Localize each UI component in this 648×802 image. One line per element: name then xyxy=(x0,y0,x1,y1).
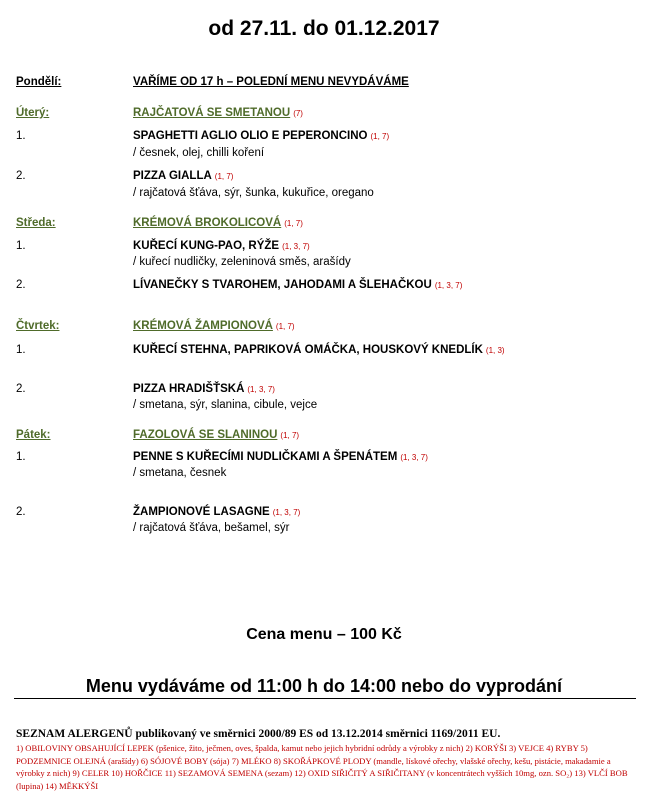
day-label-thursday: Čtvrtek: xyxy=(16,320,60,332)
day-label-friday: Pátek: xyxy=(16,429,51,441)
dish-name: KUŘECÍ STEHNA, PAPRIKOVÁ OMÁČKA, HOUSKOVÝ KNEDLÍK (1, 3) xyxy=(133,344,505,356)
allergen-codes: (7) xyxy=(293,109,303,118)
dish-name: SPAGHETTI AGLIO OLIO E PEPERONCINO (1, 7) xyxy=(133,130,390,142)
allergen-codes: (1, 3) xyxy=(485,346,505,355)
soup-tuesday xyxy=(133,107,303,119)
dish-description: / česnek, olej, chilli koření xyxy=(133,147,265,159)
dish-name: PENNE S KUŘECÍMI NUDLIČKAMI A ŠPENÁTEM (1, 3, 7) xyxy=(133,451,428,463)
dish-number: 1. xyxy=(16,451,26,463)
allergen-codes: (1, 7) xyxy=(370,132,390,141)
dish-number: 2. xyxy=(16,383,26,395)
dish-number: 1. xyxy=(16,130,26,142)
soup-friday xyxy=(133,429,299,441)
menu-price: Cena menu – 100 Kč xyxy=(246,626,402,643)
day-label-monday: Pondělí: xyxy=(16,76,62,88)
dish-description: / kuřecí nudličky, zeleninová směs, arašídy xyxy=(133,256,351,268)
soup-thursday xyxy=(133,320,295,332)
dish-description: / rajčatová šťáva, sýr, šunka, kukuřice, oregano xyxy=(133,187,374,199)
allergen-codes: (1, 7) xyxy=(275,322,295,331)
allergen-heading: SEZNAM ALERGENŮ publikovaný ve směrnici 2000/89 ES od 13.12.2014 směrnici 1169/2011 EU. xyxy=(16,728,501,740)
soup-name: RAJČATOVÁ SE SMETANOU xyxy=(133,107,291,119)
dish-number: 2. xyxy=(16,279,26,291)
allergen-list: 1) OBILOVINY OBSAHUJÍCÍ LEPEK (pšenice, žito, ječmen, oves, špalda, kamut nebo jejich hybridní odrůdy a výrobky z nich) 2) KORÝŠI 3) VEJCE 4) RYBY 5) PODZEMNICE OLEJNÁ (arašídy) 6) SÓJOVÉ BOBY (sója) 7) MLÉKO 8) SKOŘÁPKOVÉ PLODY (mandle, lískové ořechy, vlašské ořechy, kešu, pistácie, makadamie a výrobky z nich) 9) CELER 10) HOŘČICE 11) SEZAMOVÁ SEMENA (sezam) 12) OXID SIŘIČITÝ A SIŘIČITANY (v koncentrátech vyšších 10mg, ozn. SO₂) 13) VLČÍ BOB (lupina) 14) MĚKKÝŠI xyxy=(16,743,628,791)
allergen-codes: (1, 3, 7) xyxy=(434,281,463,290)
dish-name: PIZZA HRADIŠŤSKÁ (1, 3, 7) xyxy=(133,383,275,395)
day-label-tuesday: Úterý: xyxy=(16,107,50,119)
dish-name: PIZZA GIALLA (1, 7) xyxy=(133,170,234,182)
dish-description: / rajčatová šťáva, bešamel, sýr xyxy=(133,522,290,534)
allergen-codes: (1, 7) xyxy=(280,431,300,440)
dish-number: 2. xyxy=(16,506,26,518)
soup-name: FAZOLOVÁ SE SLANINOU xyxy=(133,429,278,441)
dish-number: 1. xyxy=(16,240,26,252)
dish-description: / smetana, česnek xyxy=(133,467,227,479)
day-label-wednesday: Středa: xyxy=(16,217,56,229)
serving-hours: Menu vydáváme od 11:00 h do 14:00 nebo do vyprodání xyxy=(85,676,563,696)
allergen-codes: (1, 3, 7) xyxy=(282,242,310,251)
soup-name: KRÉMOVÁ BROKOLICOVÁ xyxy=(133,217,282,229)
page-title: od 27.11. do 01.12.2017 xyxy=(208,17,440,40)
soup-wednesday xyxy=(133,217,303,229)
allergen-codes: (1, 3, 7) xyxy=(247,385,275,394)
dish-description: / smetana, sýr, slanina, cibule, vejce xyxy=(133,399,318,411)
allergen-codes: (1, 7) xyxy=(214,172,234,181)
dish-name: KUŘECÍ KUNG-PAO, RÝŽE (1, 3, 7) xyxy=(133,240,310,252)
dish-name: LÍVANEČKY S TVAROHEM, JAHODAMI A ŠLEHAČKOU (1, 3, 7) xyxy=(133,279,463,291)
dish-number: 2. xyxy=(16,170,26,182)
allergen-codes: (1, 3, 7) xyxy=(400,453,428,462)
allergen-codes: (1, 7) xyxy=(284,219,303,228)
monday-note: VAŘÍME OD 17 h – POLEDNÍ MENU NEVYDÁVÁME xyxy=(133,76,409,88)
soup-name: KRÉMOVÁ ŽAMPIONOVÁ xyxy=(133,320,273,332)
allergen-codes: (1, 3, 7) xyxy=(272,508,301,517)
dish-number: 1. xyxy=(16,344,26,356)
dish-name: ŽAMPIONOVÉ LASAGNE (1, 3, 7) xyxy=(133,506,301,518)
divider xyxy=(14,698,636,699)
